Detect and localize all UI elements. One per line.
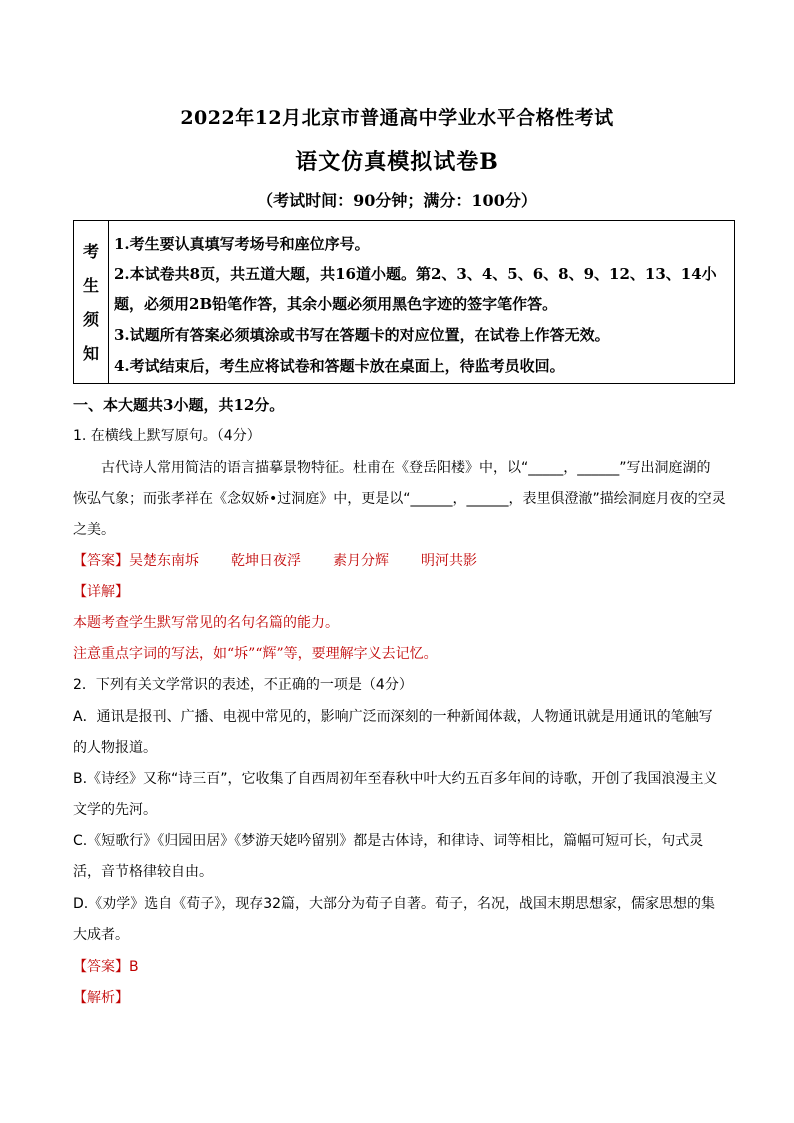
answer-value: B xyxy=(129,959,139,975)
notice-line: 题，必须用2B铅笔作答，其余小题必须用黑色字迹的签字笔作答。 xyxy=(114,295,558,313)
exam-title: 2022年12月北京市普通高中学业水平合格性考试 xyxy=(180,107,614,129)
analysis-label: 【解析】 xyxy=(73,990,129,1006)
question-1-passage-line: 恢弘气象；而张孝祥在《念奴娇•过洞庭》中，更是以“______，______，表里俱澄澈”描绘洞庭月夜的空灵 xyxy=(73,491,726,507)
detail-line: 注意重点字词的写法，如“坼”“辉”等，要理解字义去记忆。 xyxy=(73,646,438,662)
answer-item: 素月分辉 xyxy=(333,553,389,569)
notice-label-char: 须 xyxy=(82,310,99,329)
answer-item: 乾坤日夜浮 xyxy=(231,553,301,569)
answer-item: 吴楚东南坼 xyxy=(129,553,199,569)
option-line: 大成者。 xyxy=(73,927,129,943)
question-1-stem: 1. 在横线上默写原句。（4分） xyxy=(73,428,261,444)
answer-label: 【答案】 xyxy=(73,959,129,975)
option-line: B.《诗经》又称“诗三百”，它收集了自西周初年至春秋中叶大约五百多年间的诗歌，开创了我国浪漫主义 xyxy=(73,771,718,787)
option-line: D.《劝学》选自《荀子》，现存32篇，大部分为荀子自著。荀子，名况，战国末期思想家，儒家思想的集 xyxy=(73,896,716,912)
notice-label-char: 知 xyxy=(82,344,99,363)
notice-line: 1.考生要认真填写考场号和座位序号。 xyxy=(114,235,370,253)
detail-line: 本题考查学生默写常见的名句名篇的能力。 xyxy=(73,615,339,631)
answer-item: 明河共影 xyxy=(421,553,477,569)
paper-subtitle: 语文仿真模拟试卷B xyxy=(295,149,499,175)
option-line: A．通讯是报刊、广播、电视中常见的，影响广泛而深刻的一种新闻体裁，人物通讯就是用通讯的笔触写 xyxy=(73,709,713,725)
notice-label-char: 生 xyxy=(82,276,99,295)
question-1-passage-line: 之美。 xyxy=(73,522,115,538)
answer-label: 【答案】 xyxy=(73,553,129,569)
notice-label-char: 考 xyxy=(82,242,99,261)
notice-line: 3.试题所有答案必须填涂或书写在答题卡的对应位置，在试卷上作答无效。 xyxy=(114,326,610,344)
question-2-stem: 2．下列有关文学常识的表述，不正确的一项是（4分） xyxy=(73,677,413,693)
notice-label xyxy=(74,221,109,383)
exam-time-info: （考试时间：90分钟；满分：100分） xyxy=(257,191,537,210)
question-1-answer xyxy=(73,550,509,570)
option-line: 活，音节格律较自由。 xyxy=(73,864,213,880)
question-2-answer xyxy=(73,956,139,976)
option-line: 文学的先河。 xyxy=(73,802,157,818)
section-heading: 一、本大题共3小题，共12分。 xyxy=(73,396,285,414)
option-line: 的人物报道。 xyxy=(73,740,157,756)
notice-line: 4.考试结束后，考生应将试卷和答题卡放在桌面上，待监考员收回。 xyxy=(114,357,565,375)
question-1-passage-line: 古代诗人常用简洁的语言描摹景物特征。杜甫在《登岳阳楼》中，以“_____，______”写出洞庭湖的 xyxy=(101,460,711,476)
detail-label: 【详解】 xyxy=(73,584,129,600)
notice-line: 2.本试卷共8页，共五道大题，共16道小题。第2、3、4、5、6、8、9、12、13、14小 xyxy=(114,265,717,283)
option-line: C.《短歌行》《归园田居》《梦游天姥吟留别》都是古体诗，和律诗、词等相比，篇幅可短可长，句式灵 xyxy=(73,833,704,849)
candidate-notice-box xyxy=(73,220,735,384)
